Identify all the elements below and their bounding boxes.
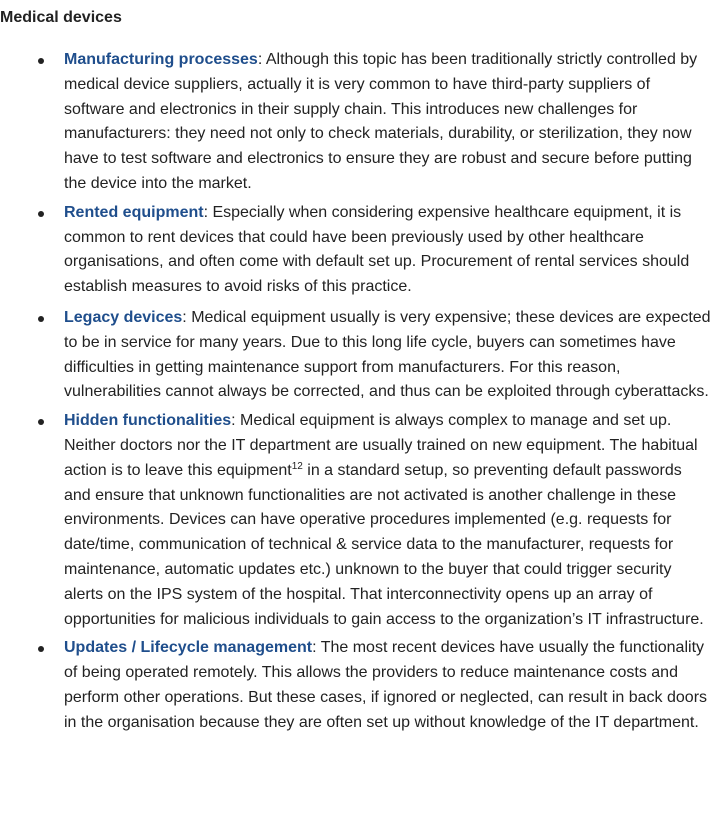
- footnote-marker[interactable]: 12: [291, 460, 303, 472]
- item-text: : Medical equipment usually is very expensive; these devices are expected to be in service for many years. Due to this long life cycle, buyers can sometimes have difficulties in getting maintenance support from manufacturers. For this reason, vulnerabilities cannot always be corrected, and thus can be exploited through cyberattacks.: [64, 308, 711, 401]
- item-text: : The most recent devices have usually the functionality of being operated remotely. This allows the providers to reduce maintenance costs and perform other operations. But these cases, if ignored or neglected, can result in back doors in the organisation because they are often set up without knowledge of the IT department.: [64, 639, 708, 731]
- item-term: Hidden functionalities: [64, 412, 232, 430]
- item-text: : Especially when considering expensive healthcare equipment, it is common to rent devices that could have been previously used by other healthcare organisations, and often come with default set up. Procurement of rental services should establish measures to avoid risks of this practice.: [64, 203, 690, 296]
- item-text: : Although this topic has been traditionally strictly controlled by medical device suppliers, actually it is very common to have third-party suppliers of software and electronics in their supply chain. This introduces new challenges for manufacturers: they need not only to check materials, durability, or sterilization, they now have to test software and electronics to ensure they are robust and secure before putting the device into the market.: [64, 51, 698, 192]
- list-item-updates-lifecycle: [0, 636, 716, 735]
- bullet-icon: [38, 646, 44, 652]
- list-item-rented-equipment: [0, 201, 716, 300]
- bullet-icon: [38, 316, 44, 322]
- item-term: Updates / Lifecycle management: [64, 639, 313, 657]
- item-text-after: in a standard setup, so preventing default passwords and ensure that unknown functionalities are not activated is another challenge in these environments. Devices can have operative procedures implemented (e.g. requests for date/time, communication of technical & service data to the manufacturer, requests for maintenance, automatic updates etc.) unknown to the buyer that could trigger security alerts on the IPS system of the hospital. That interconnectivity opens up an array of opportunities for malicious individuals to gain access to the organization’s IT infrastructure.: [64, 461, 704, 628]
- list-item-manufacturing-processes: [0, 48, 716, 197]
- risk-list: [0, 48, 716, 740]
- item-text-before: : Medical equipment is always complex to manage and set up. Neither doctors nor the IT department are usually trained on new equipment. The habitual action is to leave this equipment: [64, 412, 698, 479]
- item-term: Legacy devices: [64, 308, 183, 326]
- bullet-icon: [38, 211, 44, 217]
- list-item-hidden-functionalities: [0, 409, 716, 632]
- bullet-icon: [38, 58, 44, 64]
- bullet-icon: [38, 419, 44, 425]
- list-item-legacy-devices: [0, 306, 716, 405]
- item-term: Manufacturing processes: [64, 51, 258, 68]
- section-heading: Medical devices: [0, 9, 122, 26]
- item-term: Rented equipment: [64, 203, 204, 221]
